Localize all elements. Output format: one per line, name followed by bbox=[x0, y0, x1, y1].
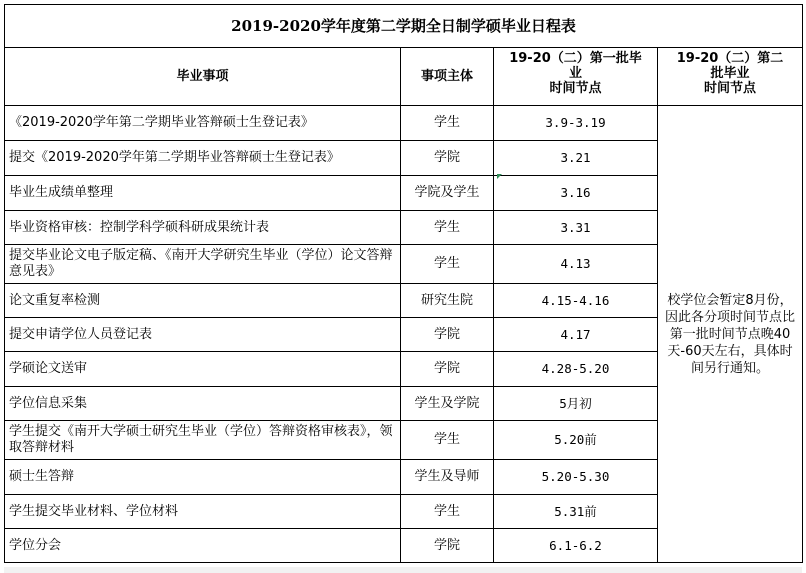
row-item: 学硕论文送审 bbox=[5, 352, 401, 387]
row-subject: 学生 bbox=[401, 245, 494, 284]
row-date: 3.16 bbox=[494, 176, 658, 211]
row-subject: 学院 bbox=[401, 141, 494, 176]
row-date: 5.20前 bbox=[494, 421, 658, 460]
schedule-sheet bbox=[4, 4, 802, 563]
row-date: 5.20-5.30 bbox=[494, 460, 658, 495]
table-title: 2019-2020学年度第二学期全日制学硕毕业日程表 bbox=[5, 5, 803, 48]
row-date: 3.31 bbox=[494, 211, 658, 245]
row-item: 论文重复率检测 bbox=[5, 284, 401, 318]
row-date: 4.15-4.16 bbox=[494, 284, 658, 318]
row-item: 硕士生答辩 bbox=[5, 460, 401, 495]
row-subject: 学院及学生 bbox=[401, 176, 494, 211]
row-date: 6.1-6.2 bbox=[494, 529, 658, 563]
row-item: 毕业资格审核：控制学科学硕科研成果统计表 bbox=[5, 211, 401, 245]
header-batch2-line3: 时间节点 bbox=[704, 81, 757, 96]
row-item: 学位信息采集 bbox=[5, 387, 401, 421]
row-date: 4.17 bbox=[494, 318, 658, 352]
cell-comment-marker bbox=[497, 174, 502, 179]
row-date: 5月初 bbox=[494, 387, 658, 421]
header-batch1-line1: 19-20（二）第一批毕 bbox=[509, 51, 642, 66]
header-row bbox=[5, 48, 803, 106]
header-subject: 事项主体 bbox=[401, 48, 494, 106]
row-item: 《2019-2020学年第二学期毕业答辩硕士生登记表》 bbox=[5, 106, 401, 141]
row-date: 4.28-5.20 bbox=[494, 352, 658, 387]
header-batch2 bbox=[658, 48, 803, 106]
header-batch2-line2: 批毕业 bbox=[710, 66, 750, 81]
row-subject: 学生 bbox=[401, 106, 494, 141]
row-subject: 学生及导师 bbox=[401, 460, 494, 495]
row-item: 提交毕业论文电子版定稿、《南开大学研究生毕业（学位）论文答辩意见表》 bbox=[5, 245, 401, 284]
row-item: 学生提交毕业材料、学位材料 bbox=[5, 495, 401, 529]
row-date: 4.13 bbox=[494, 245, 658, 284]
header-batch1-line3: 时间节点 bbox=[549, 81, 602, 96]
row-subject: 学生 bbox=[401, 495, 494, 529]
row-item: 提交申请学位人员登记表 bbox=[5, 318, 401, 352]
row-subject: 学生及学院 bbox=[401, 387, 494, 421]
batch2-note: 校学位会暂定8月份，因此各分项时间节点比第一批时间节点晚40天-60天左右，具体时间另行通知。 bbox=[658, 106, 803, 563]
header-item: 毕业事项 bbox=[5, 48, 401, 106]
row-subject: 学生 bbox=[401, 421, 494, 460]
header-batch2-line1: 19-20（二）第二 bbox=[676, 51, 784, 66]
row-item: 提交《2019-2020学年第二学期毕业答辩硕士生登记表》 bbox=[5, 141, 401, 176]
row-item: 学位分会 bbox=[5, 529, 401, 563]
schedule-table bbox=[4, 4, 803, 563]
row-subject: 研究生院 bbox=[401, 284, 494, 318]
row-subject: 学院 bbox=[401, 352, 494, 387]
table-row bbox=[5, 106, 803, 141]
row-subject: 学院 bbox=[401, 529, 494, 563]
sheet-bottom-strip bbox=[4, 567, 802, 573]
row-date: 3.21 bbox=[494, 141, 658, 176]
row-subject: 学院 bbox=[401, 318, 494, 352]
row-date: 3.9-3.19 bbox=[494, 106, 658, 141]
row-date: 5.31前 bbox=[494, 495, 658, 529]
header-batch1 bbox=[494, 48, 658, 106]
header-batch1-line2: 业 bbox=[568, 66, 582, 81]
row-subject: 学生 bbox=[401, 211, 494, 245]
row-item: 毕业生成绩单整理 bbox=[5, 176, 401, 211]
row-item: 学生提交《南开大学硕士研究生毕业（学位）答辩资格审核表》，领取答辩材料 bbox=[5, 421, 401, 460]
